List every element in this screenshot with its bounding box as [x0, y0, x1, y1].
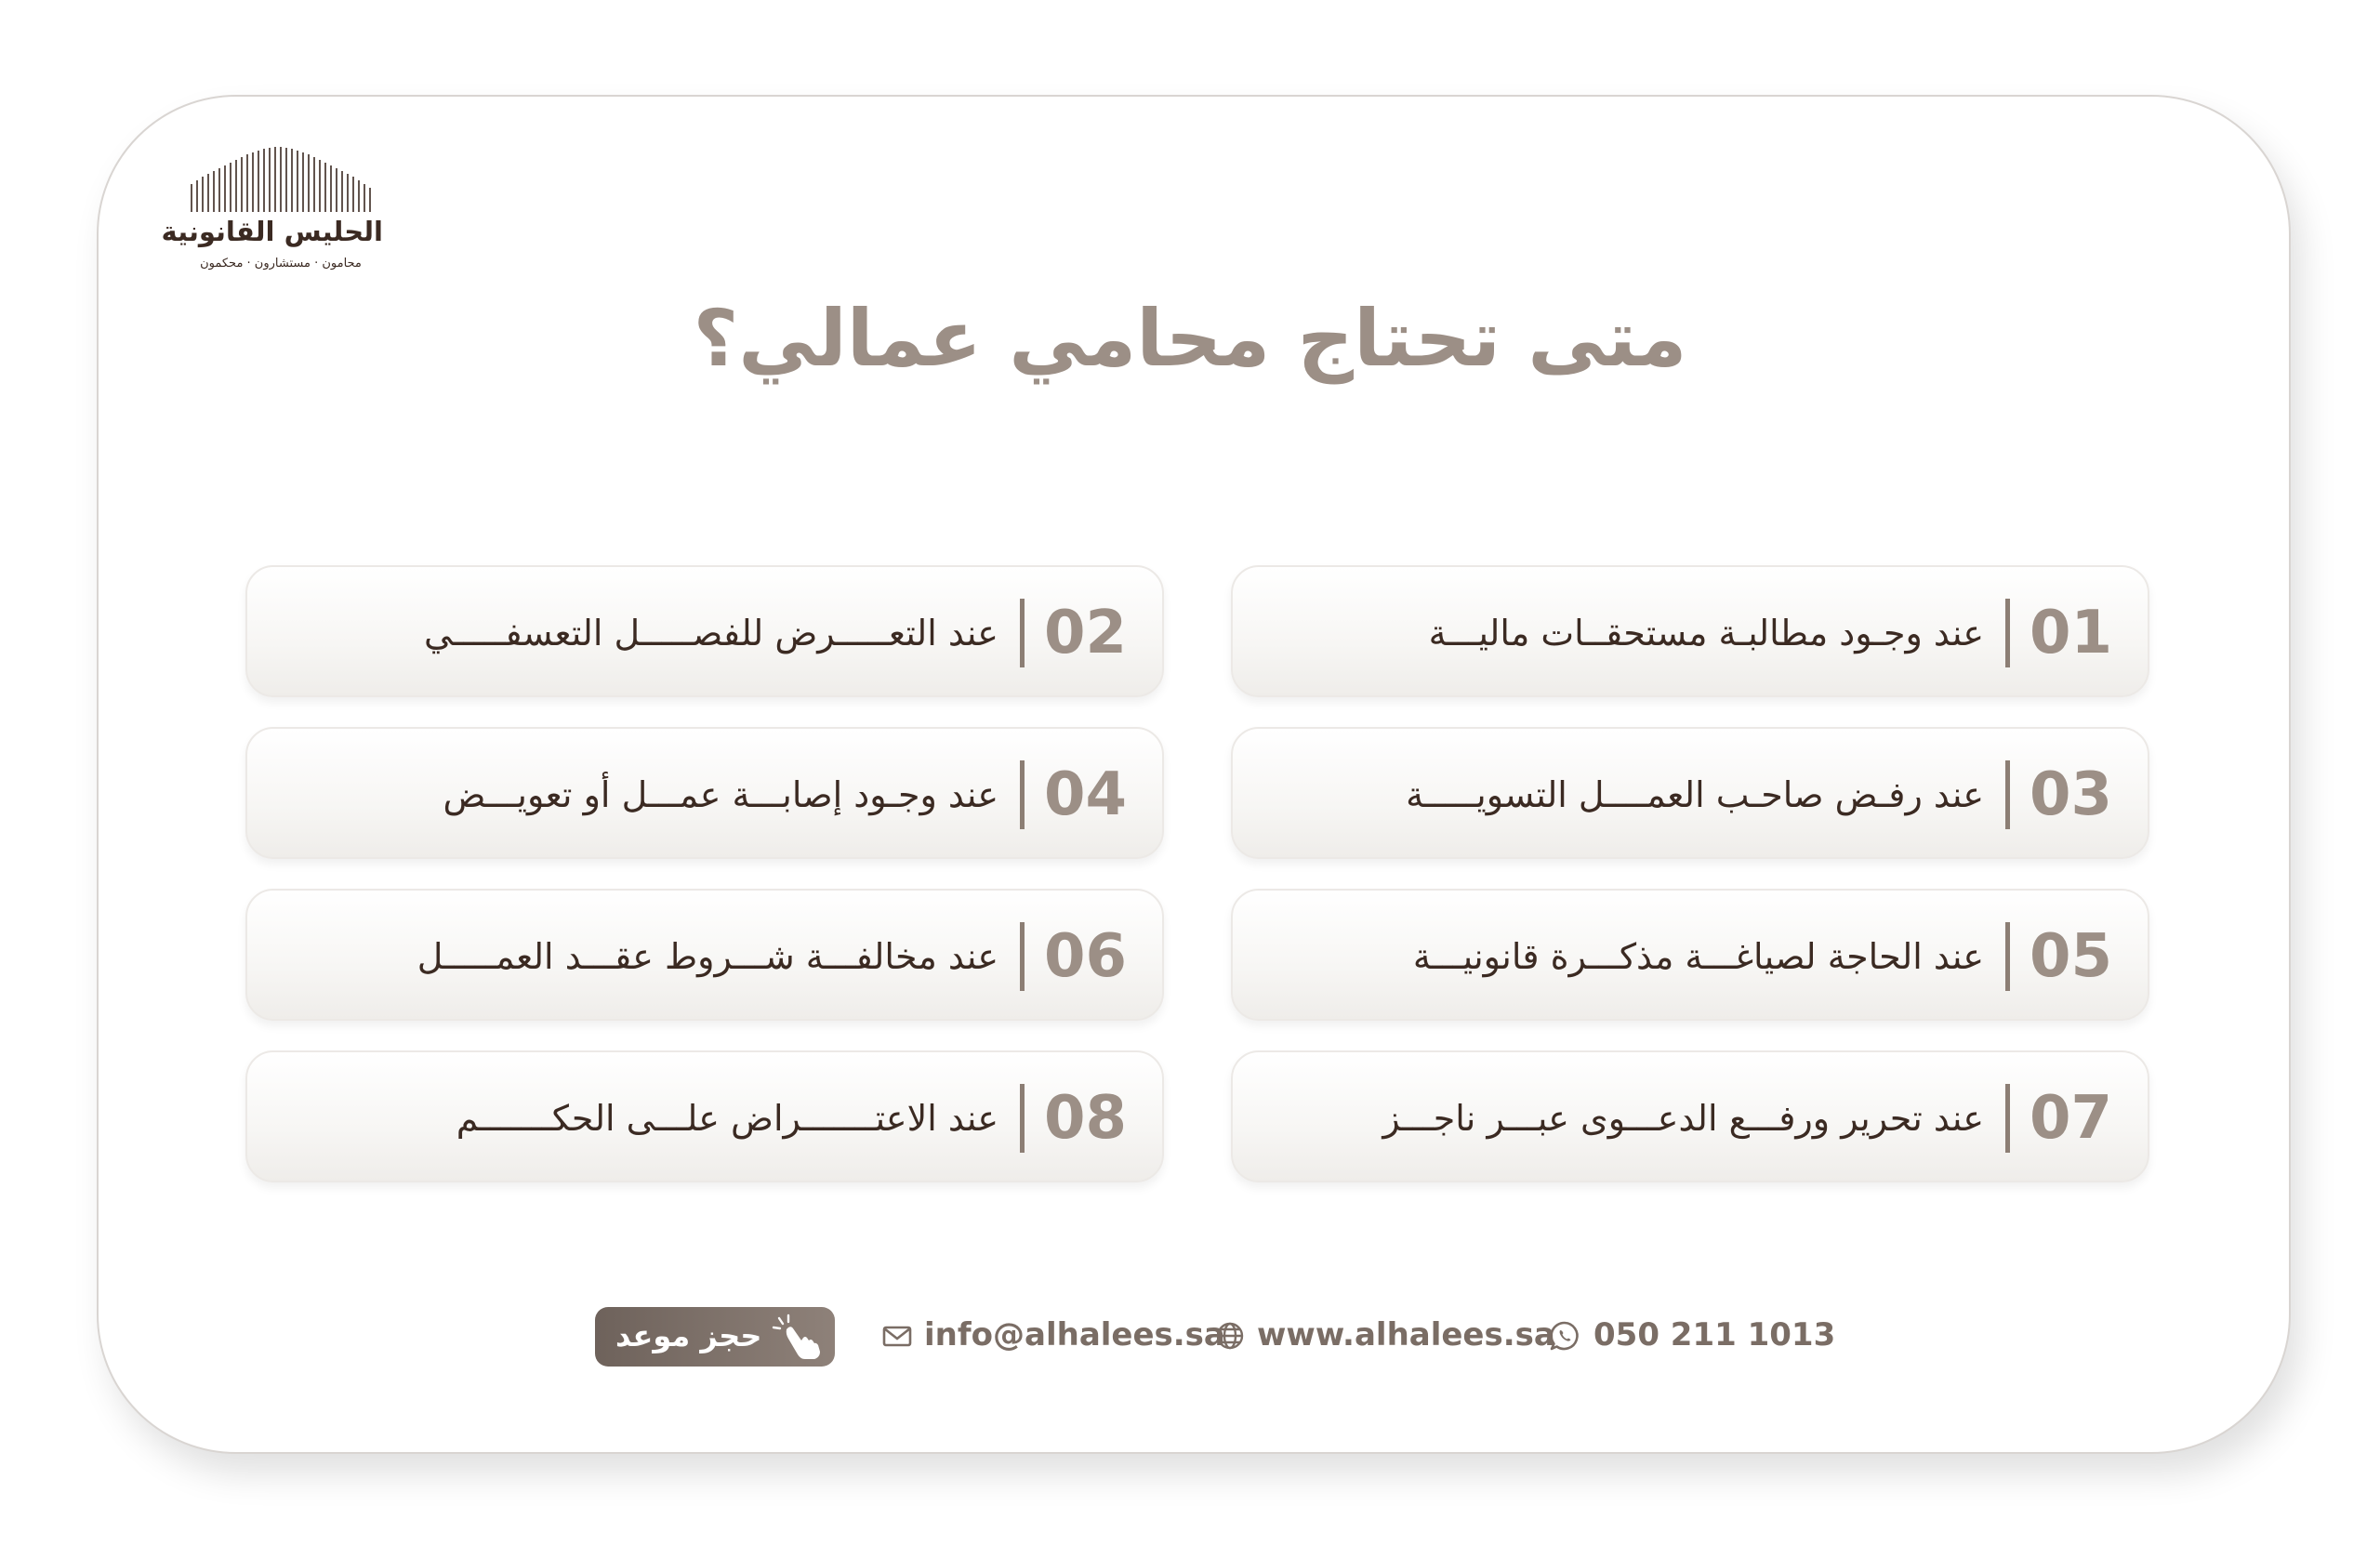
- globe-icon: [1214, 1320, 1246, 1352]
- item-text: عند وجـود مطالبـة مستحقــات ماليـــة: [1428, 613, 1984, 654]
- list-item: [1231, 565, 2149, 697]
- list-item: [245, 889, 1164, 1021]
- book-appointment-label: حجز موعد: [615, 1318, 762, 1354]
- item-number: 01: [2029, 599, 2112, 667]
- item-number: 02: [1043, 599, 1127, 667]
- item-divider: [1020, 1084, 1025, 1153]
- building-lines-logo-icon: [188, 147, 374, 214]
- list-item: [245, 1050, 1164, 1182]
- whatsapp-icon: [1549, 1320, 1580, 1352]
- item-text: عند الاعتـــــــراض علـــى الحكـــــــم: [456, 1098, 998, 1139]
- email-link[interactable]: info@alhalees.sa: [924, 1316, 1225, 1354]
- item-text: عند التعـــــرض للفصـــــل التعسفـــــي: [423, 613, 998, 654]
- item-number: 08: [1043, 1084, 1127, 1153]
- item-divider: [2005, 922, 2010, 991]
- mail-icon: [881, 1320, 913, 1352]
- list-item: [1231, 889, 2149, 1021]
- item-number: 03: [2029, 760, 2112, 829]
- list-item: [245, 727, 1164, 859]
- brand-logo: [161, 147, 383, 277]
- item-text: عند وجـود إصابـــة عمـــل أو تعويـــض: [443, 774, 998, 815]
- item-text: عند تحرير ورفـــع الدعـــوى عبـــر ناجـــز: [1382, 1098, 1984, 1139]
- brand-name: الحليس القانونية: [161, 216, 383, 247]
- item-text: عند مخالفـــة شـــروط عقـــد العمـــــل: [416, 936, 998, 977]
- website-link[interactable]: www.alhalees.sa: [1257, 1316, 1555, 1354]
- item-number: 05: [2029, 922, 2112, 991]
- item-text: عند الحاجة لصياغـــة مذكـــرة قانونيـــة: [1412, 936, 1984, 977]
- item-number: 06: [1043, 922, 1127, 991]
- item-number: 04: [1043, 760, 1127, 829]
- item-divider: [2005, 599, 2010, 667]
- item-divider: [1020, 922, 1025, 991]
- phone-number[interactable]: 050 211 1013: [1593, 1316, 1836, 1354]
- item-divider: [1020, 760, 1025, 829]
- hand-pointer-icon: [770, 1313, 822, 1361]
- item-text: عند رفـض صاحـب العمــــل التسويـــــة: [1406, 774, 1984, 815]
- book-appointment-button[interactable]: [595, 1307, 835, 1367]
- item-number: 07: [2029, 1084, 2112, 1153]
- list-item: [245, 565, 1164, 697]
- brand-tagline: محامون · مستشارون · محكمون: [200, 257, 362, 271]
- item-divider: [1020, 599, 1025, 667]
- list-item: [1231, 727, 2149, 859]
- item-divider: [2005, 1084, 2010, 1153]
- list-item: [1231, 1050, 2149, 1182]
- page-title: متى تحتاج محامي عمالي؟: [693, 293, 1687, 384]
- item-divider: [2005, 760, 2010, 829]
